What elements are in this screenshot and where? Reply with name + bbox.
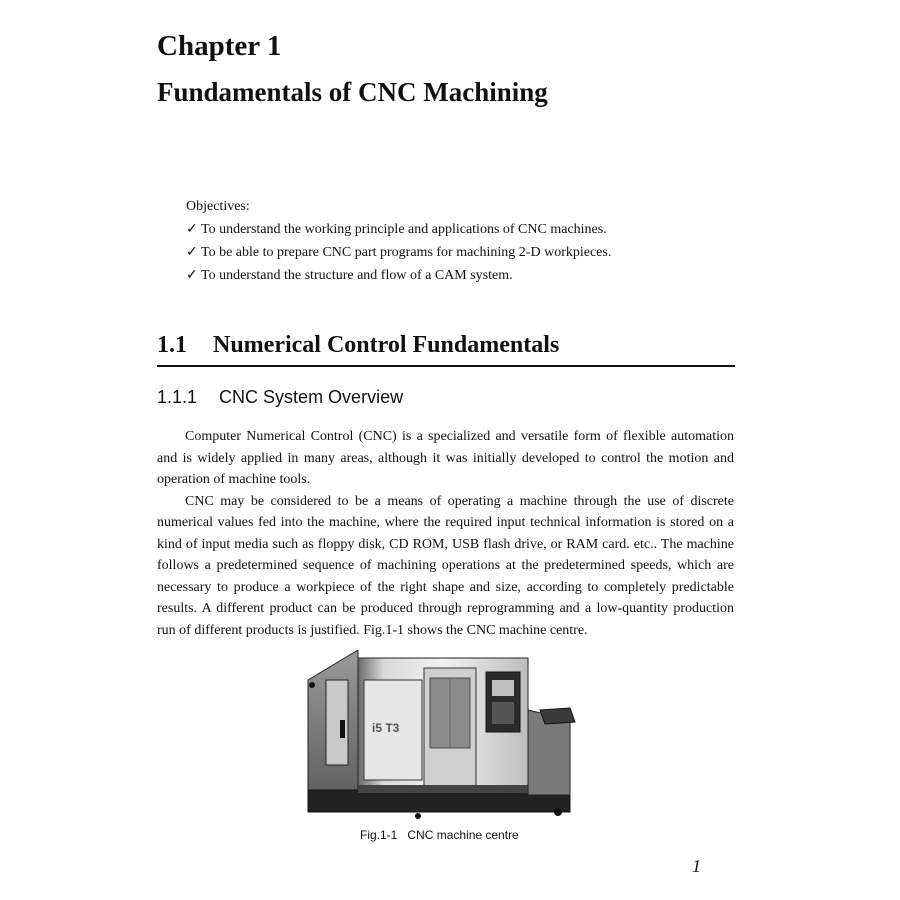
objectives-block [186, 195, 611, 287]
objective-text: To be able to prepare CNC part programs for machining 2-D workpieces. [201, 245, 612, 260]
check-mark-icon: ✓ [186, 245, 198, 260]
objective-text: To understand the structure and flow of a CAM system. [201, 268, 513, 283]
section-title: Numerical Control Fundamentals [213, 332, 560, 358]
body-text [157, 426, 734, 641]
objective-item [186, 264, 611, 287]
objective-item [186, 218, 611, 241]
body-paragraph: Computer Numerical Control (CNC) is a specialized and versatile form of flexible automation and is widely applied in many areas, although it was initially developed to control the motion and operation of machine tools. [157, 429, 734, 487]
chapter-title: Fundamentals of CNC Machining [157, 77, 548, 107]
figure-label: Fig.1-1 [360, 828, 398, 842]
subsection-number: 1.1.1 [157, 387, 198, 407]
objective-text: To understand the working principle and applications of CNC machines. [201, 222, 607, 237]
chapter-number: Chapter 1 [157, 30, 282, 62]
machine-logo-text: i5 T3 [372, 721, 400, 735]
section-heading [157, 332, 735, 367]
cnc-machine-figure [300, 650, 582, 820]
body-paragraph: CNC may be considered to be a means of operating a machine through the use of discrete numerical values fed into the machine, where the required input technical information is stored on a kind of input media such as floppy disk, CD ROM, USB flash drive, or RAM card. etc.. The machine follows a predetermined sequence of machining operations at the predetermined speeds, which are necessary to produce a workpiece of the right shape and size, according to completely predictable results. A different product can be produced through reprogramming and a low-quantity production run of different products is justified. Fig.1-1 shows the CNC machine centre. [157, 493, 734, 638]
page-number: 1 [692, 856, 701, 876]
subsection-heading [157, 387, 403, 408]
subsection-title: CNC System Overview [219, 387, 404, 407]
figure-caption-text: CNC machine centre [407, 828, 519, 842]
objective-item [186, 241, 611, 264]
check-mark-icon: ✓ [186, 222, 198, 237]
section-number: 1.1 [157, 332, 187, 358]
cnc-machine-image [300, 650, 582, 820]
objectives-heading: Objectives: [186, 199, 250, 214]
check-mark-icon: ✓ [186, 268, 198, 283]
figure-caption [360, 828, 519, 842]
